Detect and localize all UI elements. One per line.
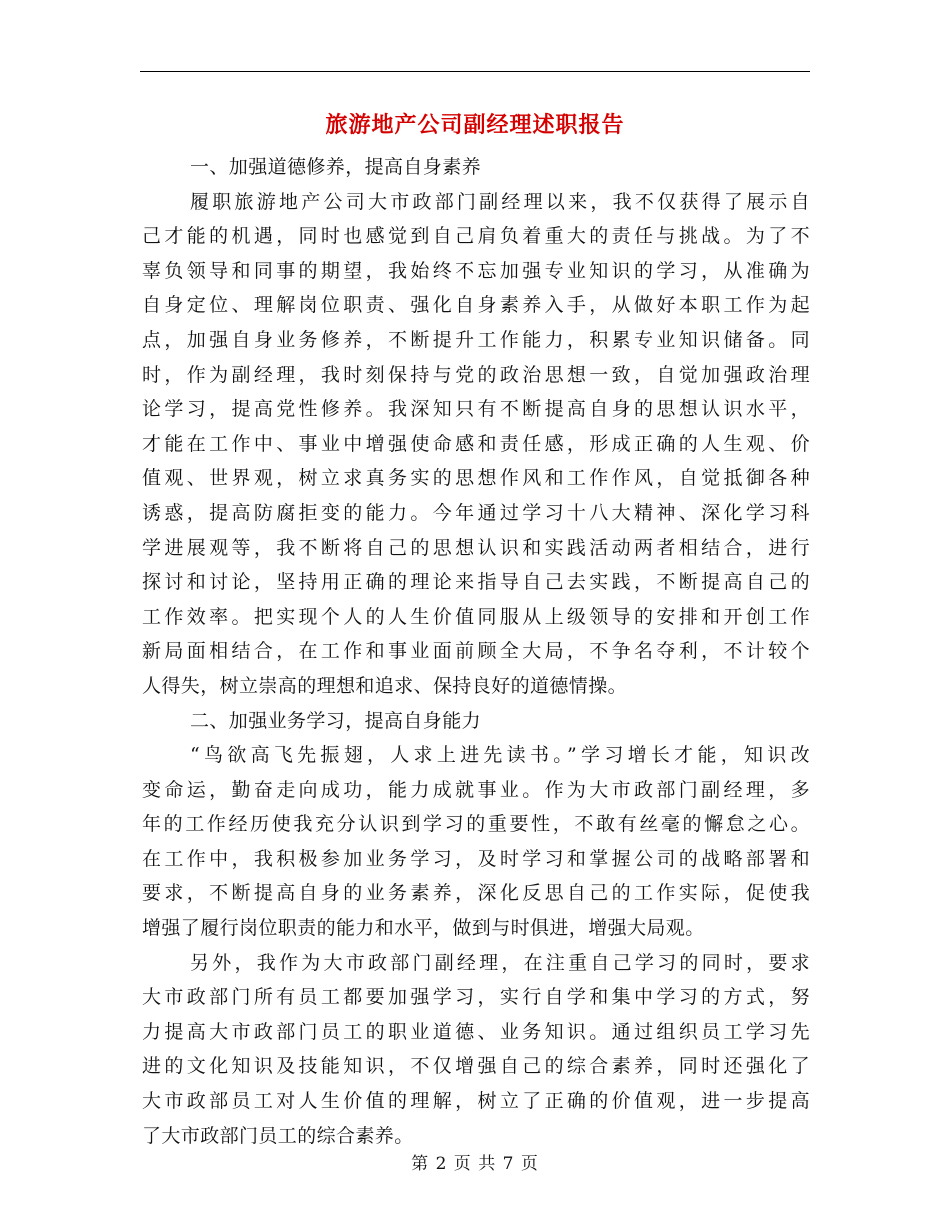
paragraph-line: 进的文化知识及技能知识，不仅增强自己的综合素养，同时还强化了 — [142, 1055, 810, 1078]
paragraph-line: 诱惑，提高防腐拒变的能力。今年通过学习十八大精神、深化学习科 — [142, 501, 810, 524]
paragraph-line: 点，加强自身业务修养，不断提升工作能力，积累专业知识储备。同 — [142, 328, 810, 351]
paragraph-line: 自身定位、理解岗位职责、强化自身素养入手，从做好本职工作为起 — [142, 294, 810, 317]
section-heading: 二、加强业务学习，提高自身能力 — [190, 709, 482, 732]
paragraph-line: 大市政部门所有员工都要加强学习，实行自学和集中学习的方式，努 — [142, 986, 810, 1009]
header-rule — [140, 71, 810, 72]
paragraph-line: 论学习，提高党性修养。我深知只有不断提高自身的思想认识水平， — [142, 398, 810, 421]
paragraph-line: 才能在工作中、事业中增强使命感和责任感，形成正确的人生观、价 — [142, 432, 810, 455]
paragraph-line: 另外，我作为大市政部门副经理，在注重自己学习的同时，要求 — [190, 951, 810, 974]
paragraph-line: 年的工作经历使我充分认识到学习的重要性，不敢有丝毫的懈怠之心。 — [142, 813, 810, 836]
paragraph-line: “鸟欲高飞先振翅，人求上进先读书。”学习增长才能，知识改 — [190, 744, 810, 767]
paragraph-line: 大市政部员工对人生价值的理解，树立了正确的价值观，进一步提高 — [142, 1090, 810, 1113]
paragraph-line: 探讨和讨论，坚持用正确的理论来指导自己去实践，不断提高自己的 — [142, 571, 810, 594]
paragraph-line: 新局面相结合，在工作和事业面前顾全大局，不争名夺利，不计较个 — [142, 640, 810, 663]
paragraph-line: 己才能的机遇，同时也感觉到自己肩负着重大的责任与挑战。为了不 — [142, 225, 810, 248]
section-heading: 一、加强道德修养，提高自身素养 — [190, 156, 482, 178]
paragraph-line: 辜负领导和同事的期望，我始终不忘加强专业知识的学习，从准确为 — [142, 259, 810, 282]
paragraph-line: 了大市政部门员工的综合素养。 — [142, 1124, 414, 1147]
document-body — [142, 150, 810, 1153]
paragraph-line: 人得失，树立崇高的理想和追求、保持良好的道德情操。 — [142, 674, 628, 697]
document-title: 旅游地产公司副经理述职报告 — [325, 112, 625, 138]
paragraph-line: 履职旅游地产公司大市政部门副经理以来，我不仅获得了展示自 — [190, 190, 810, 213]
paragraph-line: 力提高大市政部门员工的职业道德、业务知识。通过组织员工学习先 — [142, 1020, 810, 1043]
paragraph-line: 时，作为副经理，我时刻保持与党的政治思想一致，自觉加强政治理 — [142, 363, 810, 386]
paragraph-line: 工作效率。把实现个人的人生价值同服从上级领导的安排和开创工作 — [142, 605, 810, 628]
paragraph-line: 变命运，勤奋走向成功，能力成就事业。作为大市政部门副经理，多 — [142, 778, 810, 801]
paragraph-line: 在工作中，我积极参加业务学习，及时学习和掌握公司的战略部署和 — [142, 847, 810, 870]
paragraph-line: 要求，不断提高自身的业务素养，深化反思自己的工作实际，促使我 — [142, 882, 810, 905]
paragraph-line: 值观、世界观，树立求真务实的思想作风和工作作风，自觉抵御各种 — [142, 467, 810, 490]
paragraph-line: 学进展观等，我不断将自己的思想认识和实践活动两者相结合，进行 — [142, 536, 810, 559]
page-number-footer: 第 2 页 共 7 页 — [411, 1154, 539, 1174]
paragraph-line: 增强了履行岗位职责的能力和水平，做到与时俱进，增强大局观。 — [142, 917, 705, 940]
